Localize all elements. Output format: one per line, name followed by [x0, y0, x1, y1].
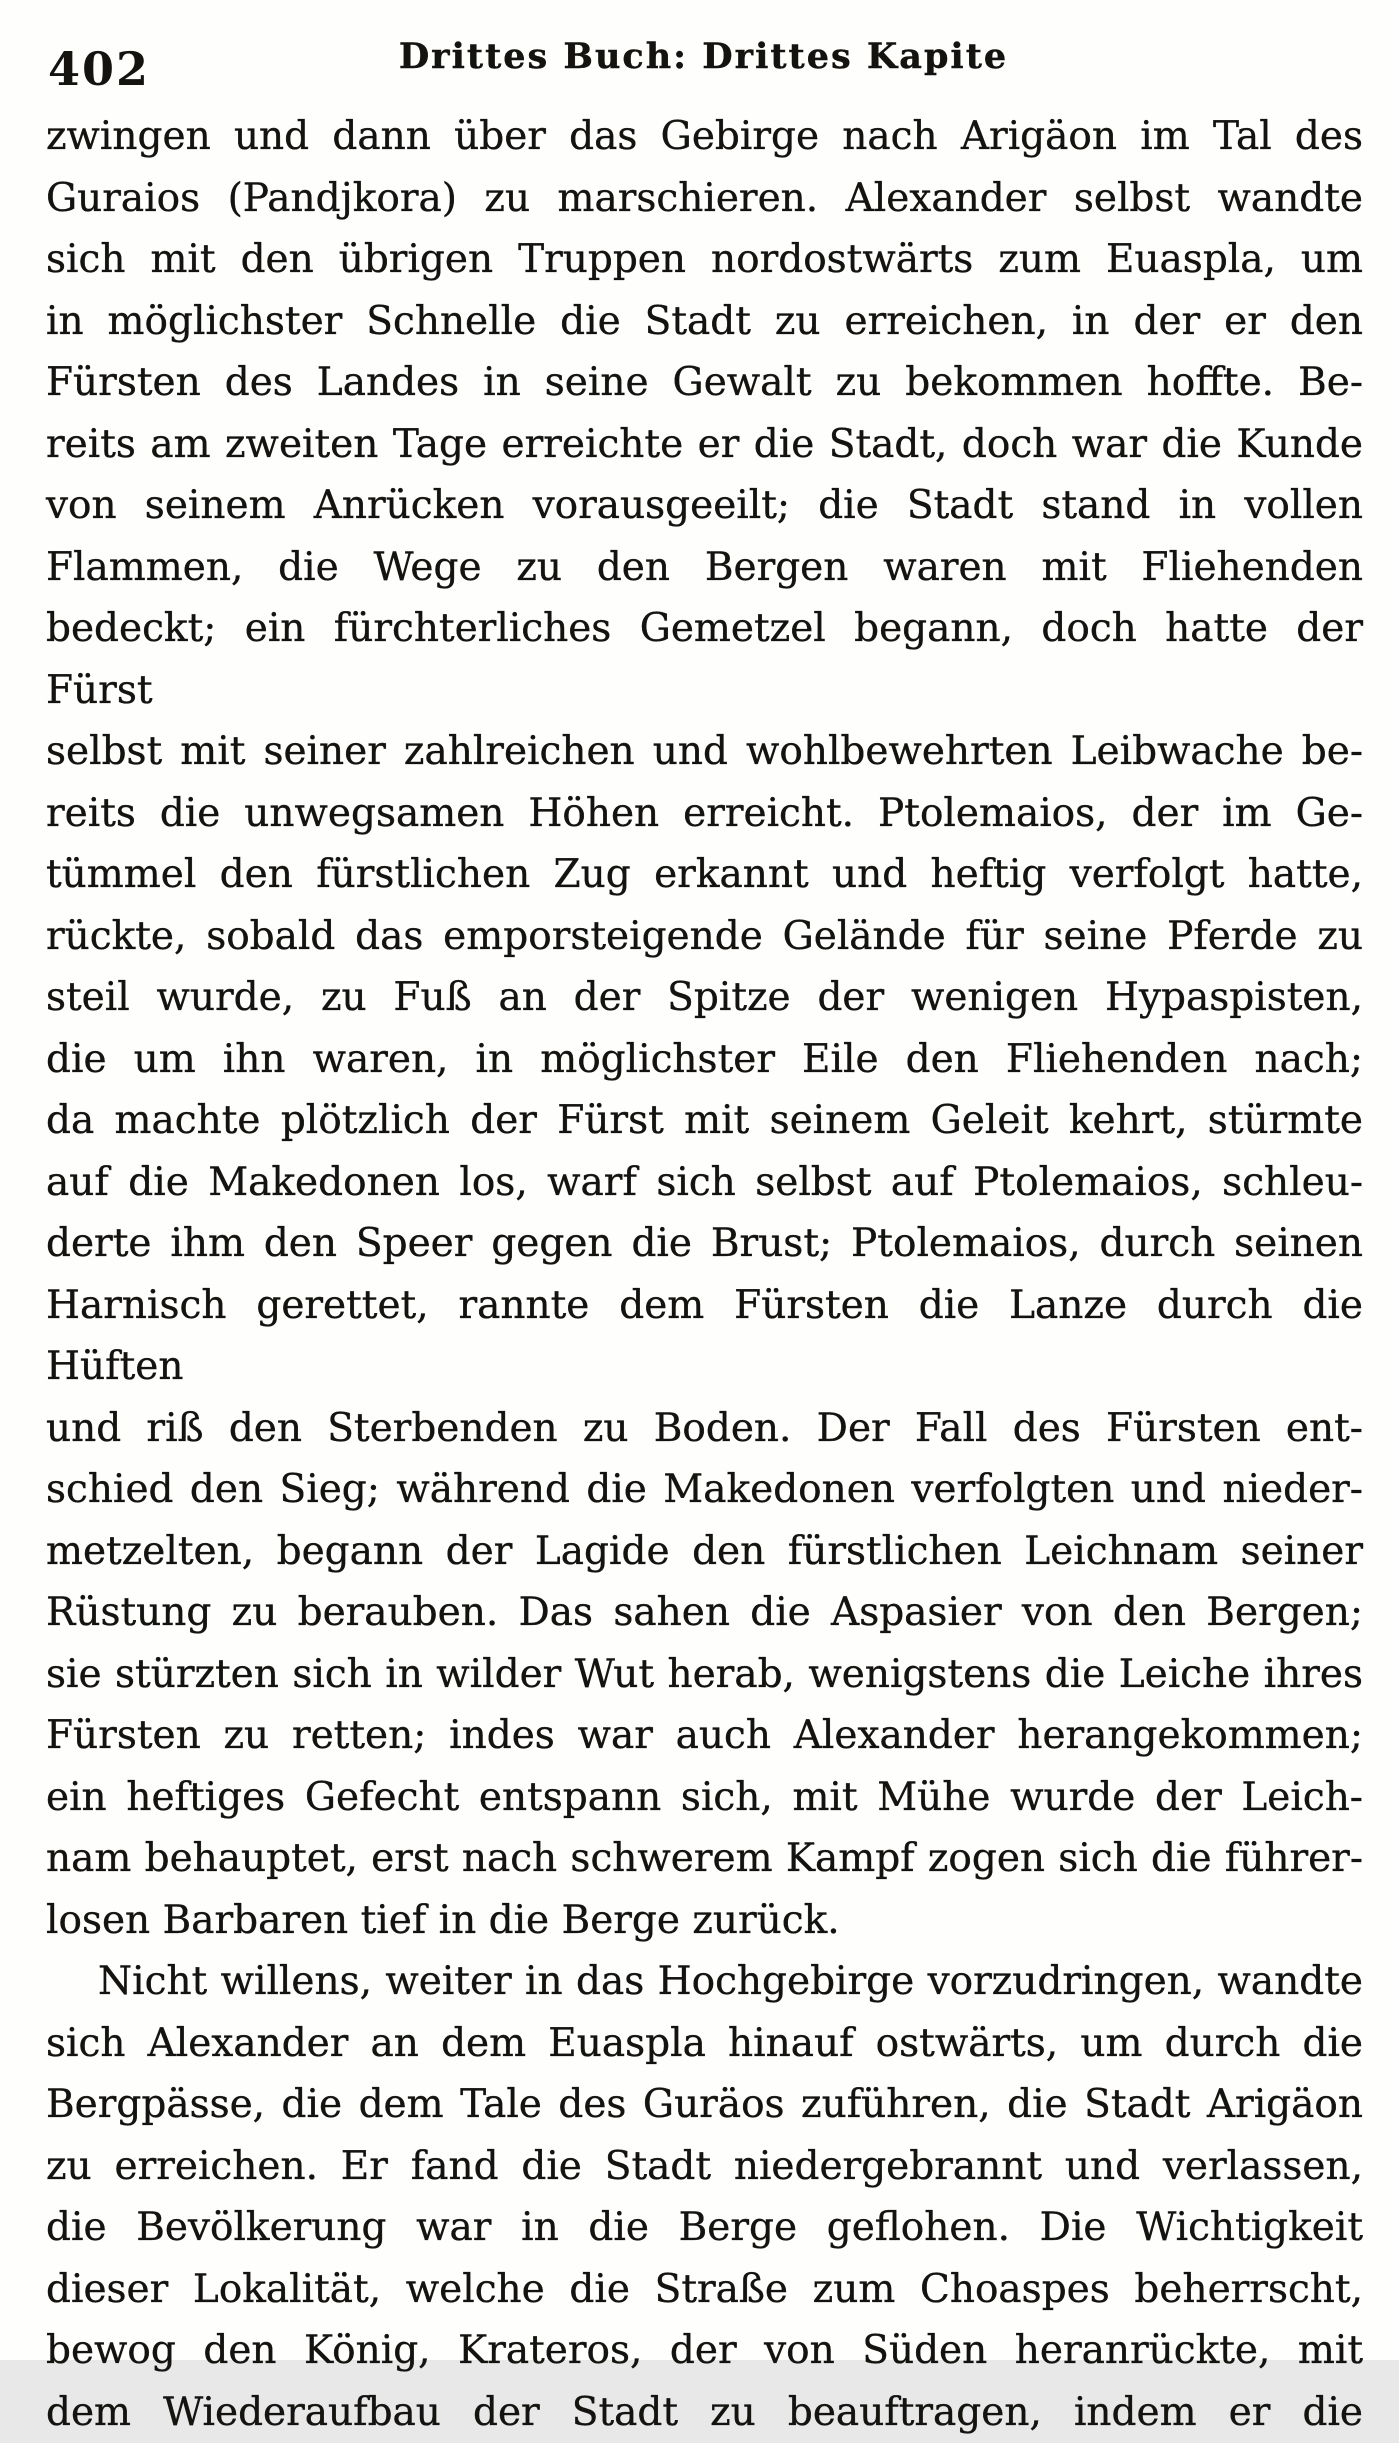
- running-head: [46, 36, 1361, 98]
- text-line: Harnisch gerettet, rannte dem Fürsten die Lanze durch die Hüften: [46, 1275, 1363, 1398]
- text-line: da machte plötzlich der Fürst mit seinem Geleit kehrt, stürmte: [46, 1090, 1363, 1152]
- text-line: Fürsten des Landes in seine Gewalt zu bekommen hoffte. Be-: [46, 352, 1363, 414]
- text-line: rückte, sobald das emporsteigende Gelände für seine Pferde zu: [46, 906, 1363, 968]
- text-line: dieser Lokalität, welche die Straße zum Choaspes beherrscht,: [46, 2259, 1363, 2321]
- text-line: Rüstung zu berauben. Das sahen die Aspasier von den Bergen;: [46, 1582, 1363, 1644]
- text-line: zwingen und dann über das Gebirge nach Arigäon im Tal des: [46, 106, 1363, 168]
- text-line: die Bevölkerung war in die Berge geflohen. Die Wichtigkeit: [46, 2197, 1363, 2259]
- text-line: metzelten, begann der Lagide den fürstlichen Leichnam seiner: [46, 1521, 1363, 1583]
- text-line: steil wurde, zu Fuß an der Spitze der wenigen Hypaspisten,: [46, 967, 1363, 1029]
- text-line: die um ihn waren, in möglichster Eile den Fliehenden nach;: [46, 1029, 1363, 1091]
- page-number: 402: [48, 42, 150, 96]
- text-line: reits die unwegsamen Höhen erreicht. Ptolemaios, der im Ge-: [46, 783, 1363, 845]
- text-line: losen Barbaren tief in die Berge zurück.: [46, 1890, 1363, 1952]
- text-line: sich mit den übrigen Truppen nordostwärts zum Euaspla, um: [46, 229, 1363, 291]
- page-body: [46, 106, 1363, 2443]
- text-line: und riß den Sterbenden zu Boden. Der Fall des Fürsten ent-: [46, 1398, 1363, 1460]
- text-line: Flammen, die Wege zu den Bergen waren mit Fliehenden: [46, 537, 1363, 599]
- text-line: Fürsten zu retten; indes war auch Alexander herangekommen;: [46, 1705, 1363, 1767]
- text-line: zu erreichen. Er fand die Stadt niedergebrannt und verlassen,: [46, 2136, 1363, 2198]
- running-header-title: Drittes Buch: Drittes Kapite: [46, 36, 1361, 77]
- text-line: bewog den König, Krateros, der von Süden heranrückte, mit: [46, 2320, 1363, 2382]
- text-line: nam behauptet, erst nach schwerem Kampf zogen sich die führer-: [46, 1828, 1363, 1890]
- text-line: schied den Sieg; während die Makedonen verfolgten und nieder-: [46, 1459, 1363, 1521]
- text-line: bedeckt; ein fürchterliches Gemetzel begann, doch hatte der Fürst: [46, 598, 1363, 721]
- text-line: derte ihm den Speer gegen die Brust; Ptolemaios, durch seinen: [46, 1213, 1363, 1275]
- text-line: dem Wiederaufbau der Stadt zu beauftragen, indem er die: [46, 2382, 1363, 2443]
- text-line: reits am zweiten Tage erreichte er die Stadt, doch war die Kunde: [46, 414, 1363, 476]
- text-line: sie stürzten sich in wilder Wut herab, wenigstens die Leiche ihres: [46, 1644, 1363, 1706]
- text-line: ein heftiges Gefecht entspann sich, mit Mühe wurde der Leich-: [46, 1767, 1363, 1829]
- paragraph-2: [46, 1951, 1363, 2443]
- text-line: selbst mit seiner zahlreichen und wohlbewehrten Leibwache be-: [46, 721, 1363, 783]
- text-line: Nicht willens, weiter in das Hochgebirge vorzudringen, wandte: [46, 1951, 1363, 2013]
- text-line: Guraios (Pandjkora) zu marschieren. Alexander selbst wandte: [46, 168, 1363, 230]
- text-line: von seinem Anrücken vorausgeeilt; die Stadt stand in vollen: [46, 475, 1363, 537]
- text-line: sich Alexander an dem Euaspla hinauf ostwärts, um durch die: [46, 2013, 1363, 2075]
- paragraph-1: [46, 106, 1363, 1951]
- text-line: tümmel den fürstlichen Zug erkannt und heftig verfolgt hatte,: [46, 844, 1363, 906]
- text-line: in möglichster Schnelle die Stadt zu erreichen, in der er den: [46, 291, 1363, 353]
- text-line: Bergpässe, die dem Tale des Guräos zuführen, die Stadt Arigäon: [46, 2074, 1363, 2136]
- text-line: auf die Makedonen los, warf sich selbst auf Ptolemaios, schleu-: [46, 1152, 1363, 1214]
